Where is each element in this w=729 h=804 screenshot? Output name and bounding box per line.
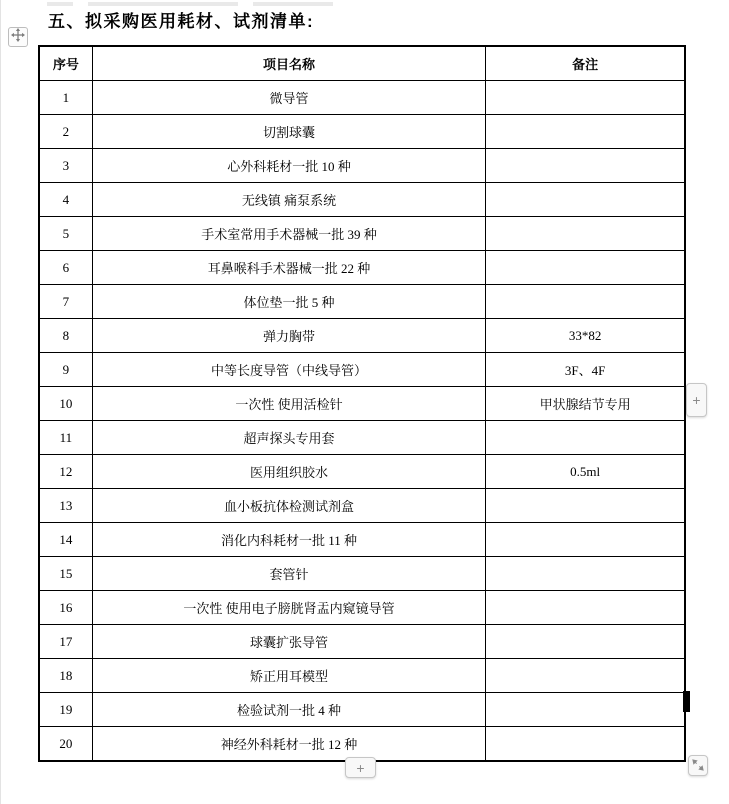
item-name-cell[interactable]: 矫正用耳模型 — [92, 659, 485, 693]
remark-cell[interactable] — [486, 81, 685, 115]
item-name-cell[interactable]: 耳鼻喉科手术器械一批 22 种 — [92, 251, 485, 285]
remark-cell[interactable]: 33*82 — [486, 319, 685, 353]
procurement-table — [38, 45, 686, 762]
table-row — [39, 387, 685, 421]
item-name-cell[interactable]: 切割球囊 — [92, 115, 485, 149]
remark-cell[interactable] — [486, 625, 685, 659]
serial-number-cell[interactable]: 9 — [39, 353, 92, 387]
table-row — [39, 625, 685, 659]
serial-number-cell[interactable]: 18 — [39, 659, 92, 693]
page-title: 五、拟采购医用耗材、试剂清单: — [48, 12, 315, 31]
table-row — [39, 251, 685, 285]
remark-cell[interactable] — [486, 489, 685, 523]
table-row — [39, 489, 685, 523]
table-header-row — [39, 46, 685, 81]
serial-number-cell[interactable]: 10 — [39, 387, 92, 421]
table-row — [39, 455, 685, 489]
remark-cell[interactable] — [486, 115, 685, 149]
item-name-cell[interactable]: 检验试剂一批 4 种 — [92, 693, 485, 727]
serial-number-cell[interactable]: 20 — [39, 727, 92, 762]
table-row — [39, 693, 685, 727]
table-row — [39, 285, 685, 319]
page-left-edge — [0, 0, 1, 804]
item-name-cell[interactable]: 无线镇 痛泵系统 — [92, 183, 485, 217]
serial-number-cell[interactable]: 11 — [39, 421, 92, 455]
table-row — [39, 81, 685, 115]
remark-cell[interactable] — [486, 285, 685, 319]
serial-number-cell[interactable]: 12 — [39, 455, 92, 489]
serial-number-cell[interactable]: 13 — [39, 489, 92, 523]
remark-cell[interactable] — [486, 217, 685, 251]
item-name-cell[interactable]: 消化内科耗材一批 11 种 — [92, 523, 485, 557]
table-row — [39, 591, 685, 625]
header-serial-number: 序号 — [39, 46, 92, 81]
serial-number-cell[interactable]: 17 — [39, 625, 92, 659]
page-edge-text-artifact — [253, 2, 333, 6]
serial-number-cell[interactable]: 1 — [39, 81, 92, 115]
item-name-cell[interactable]: 心外科耗材一批 10 种 — [92, 149, 485, 183]
table-row — [39, 149, 685, 183]
table-row — [39, 421, 685, 455]
plus-icon: + — [692, 392, 701, 408]
serial-number-cell[interactable]: 3 — [39, 149, 92, 183]
serial-number-cell[interactable]: 2 — [39, 115, 92, 149]
resize-diagonal-icon — [692, 759, 704, 773]
serial-number-cell[interactable]: 7 — [39, 285, 92, 319]
serial-number-cell[interactable]: 19 — [39, 693, 92, 727]
item-name-cell[interactable]: 手术室常用手术器械一批 39 种 — [92, 217, 485, 251]
item-name-cell[interactable]: 球囊扩张导管 — [92, 625, 485, 659]
remark-cell[interactable] — [486, 693, 685, 727]
item-name-cell[interactable]: 弹力胸带 — [92, 319, 485, 353]
remark-cell[interactable] — [486, 149, 685, 183]
remark-cell[interactable] — [486, 727, 685, 762]
header-item-name: 项目名称 — [92, 46, 485, 81]
header-remark: 备注 — [486, 46, 685, 81]
remark-cell[interactable]: 甲状腺结节专用 — [486, 387, 685, 421]
table-row — [39, 217, 685, 251]
item-name-cell[interactable]: 一次性 使用活检针 — [92, 387, 485, 421]
table-row — [39, 353, 685, 387]
table-body — [39, 81, 685, 762]
item-name-cell[interactable]: 套管针 — [92, 557, 485, 591]
serial-number-cell[interactable]: 15 — [39, 557, 92, 591]
item-name-cell[interactable]: 医用组织胶水 — [92, 455, 485, 489]
serial-number-cell[interactable]: 16 — [39, 591, 92, 625]
table-border-drag-indicator — [683, 691, 690, 712]
item-name-cell[interactable]: 中等长度导管（中线导管） — [92, 353, 485, 387]
item-name-cell[interactable]: 血小板抗体检测试剂盒 — [92, 489, 485, 523]
table-row — [39, 115, 685, 149]
item-name-cell[interactable]: 微导管 — [92, 81, 485, 115]
table-row — [39, 557, 685, 591]
serial-number-cell[interactable]: 6 — [39, 251, 92, 285]
item-name-cell[interactable]: 超声探头专用套 — [92, 421, 485, 455]
remark-cell[interactable] — [486, 591, 685, 625]
add-column-button[interactable] — [686, 383, 707, 417]
serial-number-cell[interactable]: 8 — [39, 319, 92, 353]
table-resize-handle[interactable] — [688, 755, 708, 776]
remark-cell[interactable] — [486, 659, 685, 693]
remark-cell[interactable] — [486, 557, 685, 591]
table-row — [39, 659, 685, 693]
item-name-cell[interactable]: 神经外科耗材一批 12 种 — [92, 727, 485, 762]
table-row — [39, 183, 685, 217]
remark-cell[interactable] — [486, 523, 685, 557]
remark-cell[interactable]: 3F、4F — [486, 353, 685, 387]
plus-icon: + — [356, 759, 365, 776]
serial-number-cell[interactable]: 14 — [39, 523, 92, 557]
remark-cell[interactable] — [486, 251, 685, 285]
item-name-cell[interactable]: 一次性 使用电子膀胱肾盂内窥镜导管 — [92, 591, 485, 625]
serial-number-cell[interactable]: 4 — [39, 183, 92, 217]
item-name-cell[interactable]: 体位垫一批 5 种 — [92, 285, 485, 319]
table-row — [39, 319, 685, 353]
remark-cell[interactable] — [486, 183, 685, 217]
remark-cell[interactable]: 0.5ml — [486, 455, 685, 489]
table-move-handle[interactable] — [8, 27, 28, 47]
table-row — [39, 523, 685, 557]
table-row — [39, 727, 685, 762]
move-icon — [11, 28, 25, 47]
add-row-button[interactable] — [345, 757, 376, 778]
page-edge-text-artifact — [88, 2, 238, 6]
serial-number-cell[interactable]: 5 — [39, 217, 92, 251]
remark-cell[interactable] — [486, 421, 685, 455]
page-edge-text-artifact — [47, 2, 73, 6]
